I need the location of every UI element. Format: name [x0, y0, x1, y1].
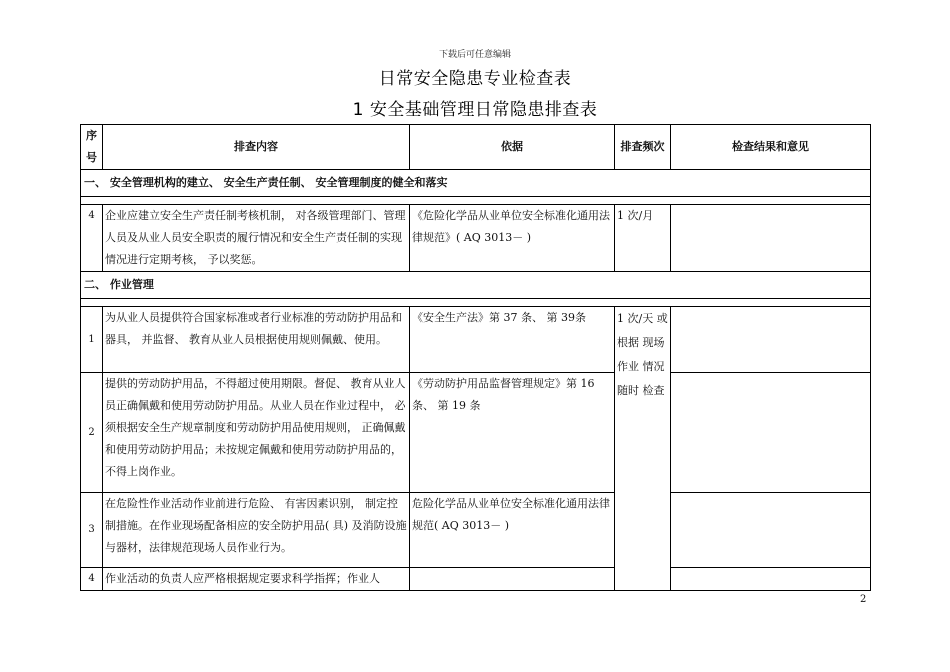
row-content: 企业应建立安全生产责任制考核机制， 对各级管理部门、管理人员及从业人员安全职责的履行情况和安全生产责任制的实现情况进行定期考核， 予以奖惩。 [103, 205, 410, 272]
row-number: 3 [81, 493, 103, 568]
row-frequency: 1 次/月 [615, 205, 671, 272]
row-number: 1 [81, 307, 103, 373]
row-content: 作业活动的负责人应严格根据规定要求科学指挥；作业人 [103, 568, 410, 591]
row-result [671, 373, 871, 493]
col-header-number: 序号 [81, 125, 103, 170]
row-content: 在危险性作业活动作业前进行危险、 有害因素识别， 制定控制措施。在作业现场配备相应的安全防护用品( 具) 及消防设施与器材，法律规范现场人员作业行为。 [103, 493, 410, 568]
table-row [81, 307, 871, 373]
spacer-row [81, 299, 871, 307]
table-row [81, 205, 871, 272]
document-subtitle: 1 安全基础管理日常隐患排查表 [352, 100, 598, 120]
col-header-content: 排查内容 [103, 125, 410, 170]
table-row [81, 568, 871, 591]
section-title: 二、 作业管理 [81, 272, 871, 299]
table-header-row [81, 125, 871, 170]
section-title: 一、 安全管理机构的建立、 安全生产责任制、 安全管理制度的健全和落实 [81, 170, 871, 197]
inspection-table [80, 124, 871, 591]
row-result [671, 307, 871, 373]
page-number: 2 [860, 594, 867, 605]
row-basis: 《劳动防护用品监督管理规定》第 16 条、 第 19 条 [410, 373, 615, 493]
row-basis: 《危险化学品从业单位安全标准化通用法律规范》( AQ 3013－ ) [410, 205, 615, 272]
row-number: 4 [81, 205, 103, 272]
row-result [671, 568, 871, 591]
row-number: 4 [81, 568, 103, 591]
row-basis [410, 568, 615, 591]
row-basis: 《安全生产法》第 37 条、 第 39条 [410, 307, 615, 373]
row-content: 为从业人员提供符合国家标准或者行业标准的劳动防护用品和器具， 并监督、 教育从业人员根据使用规则佩戴、使用。 [103, 307, 410, 373]
col-header-frequency: 排查频次 [615, 125, 671, 170]
col-header-result: 检查结果和意见 [671, 125, 871, 170]
row-frequency: 1 次/天 或根据 现场作业 情况随时 检查 [615, 307, 671, 591]
spacer-row [81, 197, 871, 205]
section-row-2 [81, 272, 871, 299]
row-basis: 危险化学品从业单位安全标准化通用法律规范( AQ 3013－ ) [410, 493, 615, 568]
row-content: 提供的劳动防护用品，不得超过使用期限。督促、 教育从业人员正确佩戴和使用劳动防护用品。从业人员在作业过程中， 必须根据安全生产规章制度和劳动防护用品使用规则， 正确佩戴和使用劳动防护用品；未按规定佩戴和使用劳动防护用品的， 不得上岗作业。 [103, 373, 410, 493]
section-row-1 [81, 170, 871, 197]
table-row [81, 493, 871, 568]
row-result [671, 493, 871, 568]
document-title: 日常安全隐患专业检查表 [378, 69, 572, 89]
row-number: 2 [81, 373, 103, 493]
row-result [671, 205, 871, 272]
header-note: 下载后可任意编辑 [438, 50, 511, 60]
table-row [81, 373, 871, 493]
col-header-basis: 依据 [410, 125, 615, 170]
